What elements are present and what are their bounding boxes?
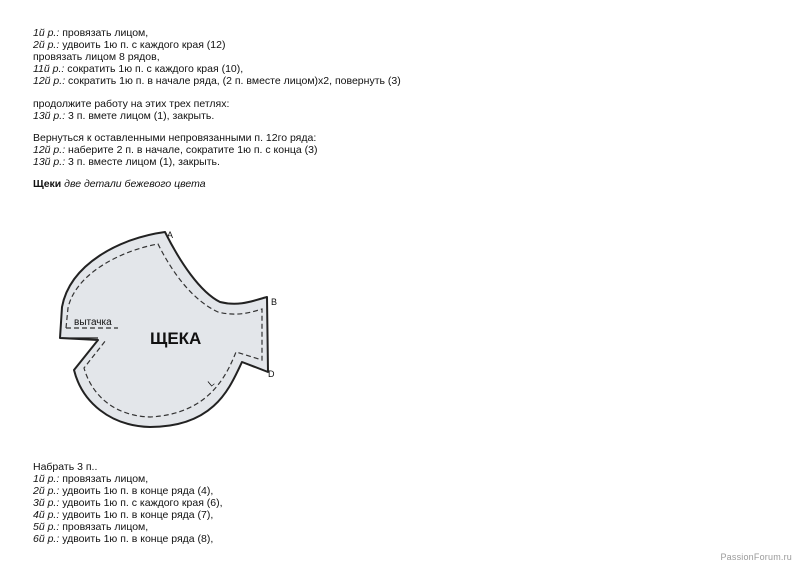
- row-text: провязать лицом,: [59, 521, 149, 533]
- row-label: 12й р.:: [33, 75, 66, 87]
- instruction-line: [33, 533, 213, 546]
- section-subtitle: две детали бежевого цвета: [61, 178, 206, 190]
- cheek-pattern-drawing: [40, 222, 290, 447]
- row-label: 1й р.:: [33, 27, 60, 39]
- row-text: удвоить 1ю п. в конце ряда (7),: [59, 509, 214, 521]
- instruction-line: [33, 75, 401, 88]
- row-text: 3 п. вместе лицом (1), закрыть.: [65, 156, 220, 168]
- point-d-label: D: [268, 369, 275, 379]
- row-text: Набрать 3 п..: [33, 461, 98, 473]
- row-text: удвоить 1ю п. в конце ряда (8),: [59, 533, 214, 545]
- row-text: удвоить 1ю п. с каждого края (6),: [59, 497, 223, 509]
- piece-label: ЩЕКА: [150, 329, 202, 348]
- site-watermark: PassionForum.ru: [720, 552, 792, 562]
- row-label: 2й р.:: [33, 485, 60, 497]
- row-label: 3й р.:: [33, 497, 60, 509]
- row-label: 5й р.:: [33, 521, 60, 533]
- row-label: 6й р.:: [33, 533, 60, 545]
- row-text: сократить 1ю п. с каждого края (10),: [64, 63, 244, 75]
- row-text: продолжите работу на этих трех петлях:: [33, 98, 230, 110]
- point-b-label: B: [271, 297, 278, 307]
- row-text: сократить 1ю п. в начале ряда, (2 п. вместе лицом)х2, повернуть (3): [65, 75, 401, 87]
- row-text: удвоить 1ю п. с каждого края (12): [59, 39, 226, 51]
- section-heading: [33, 178, 206, 191]
- point-l-label: L: [205, 377, 217, 389]
- row-label: 12й р.:: [33, 144, 66, 156]
- dart-label: вытачка: [74, 317, 112, 328]
- row-label: 13й р.:: [33, 156, 66, 168]
- point-a-label: A: [167, 230, 174, 240]
- row-text: провязать лицом,: [59, 27, 149, 39]
- section-title: Щеки: [33, 178, 62, 190]
- row-label: 4й р.:: [33, 509, 60, 521]
- row-label: 11й р.:: [33, 63, 65, 75]
- row-label: 1й р.:: [33, 473, 60, 485]
- row-text: провязать лицом 8 рядов,: [33, 51, 160, 63]
- row-label: 2й р.:: [33, 39, 60, 51]
- row-text: 3 п. вмете лицом (1), закрыть.: [65, 110, 215, 122]
- instruction-line: [33, 110, 214, 123]
- row-text: удвоить 1ю п. в конце ряда (4),: [59, 485, 214, 497]
- instruction-line: [33, 156, 220, 169]
- row-text: наберите 2 п. в начале, сократите 1ю п. с конца (3): [65, 144, 318, 156]
- row-text: провязать лицом,: [59, 473, 149, 485]
- row-text: Вернуться к оставленными непровязанными п. 12го ряда:: [33, 132, 317, 144]
- row-label: 13й р.:: [33, 110, 66, 122]
